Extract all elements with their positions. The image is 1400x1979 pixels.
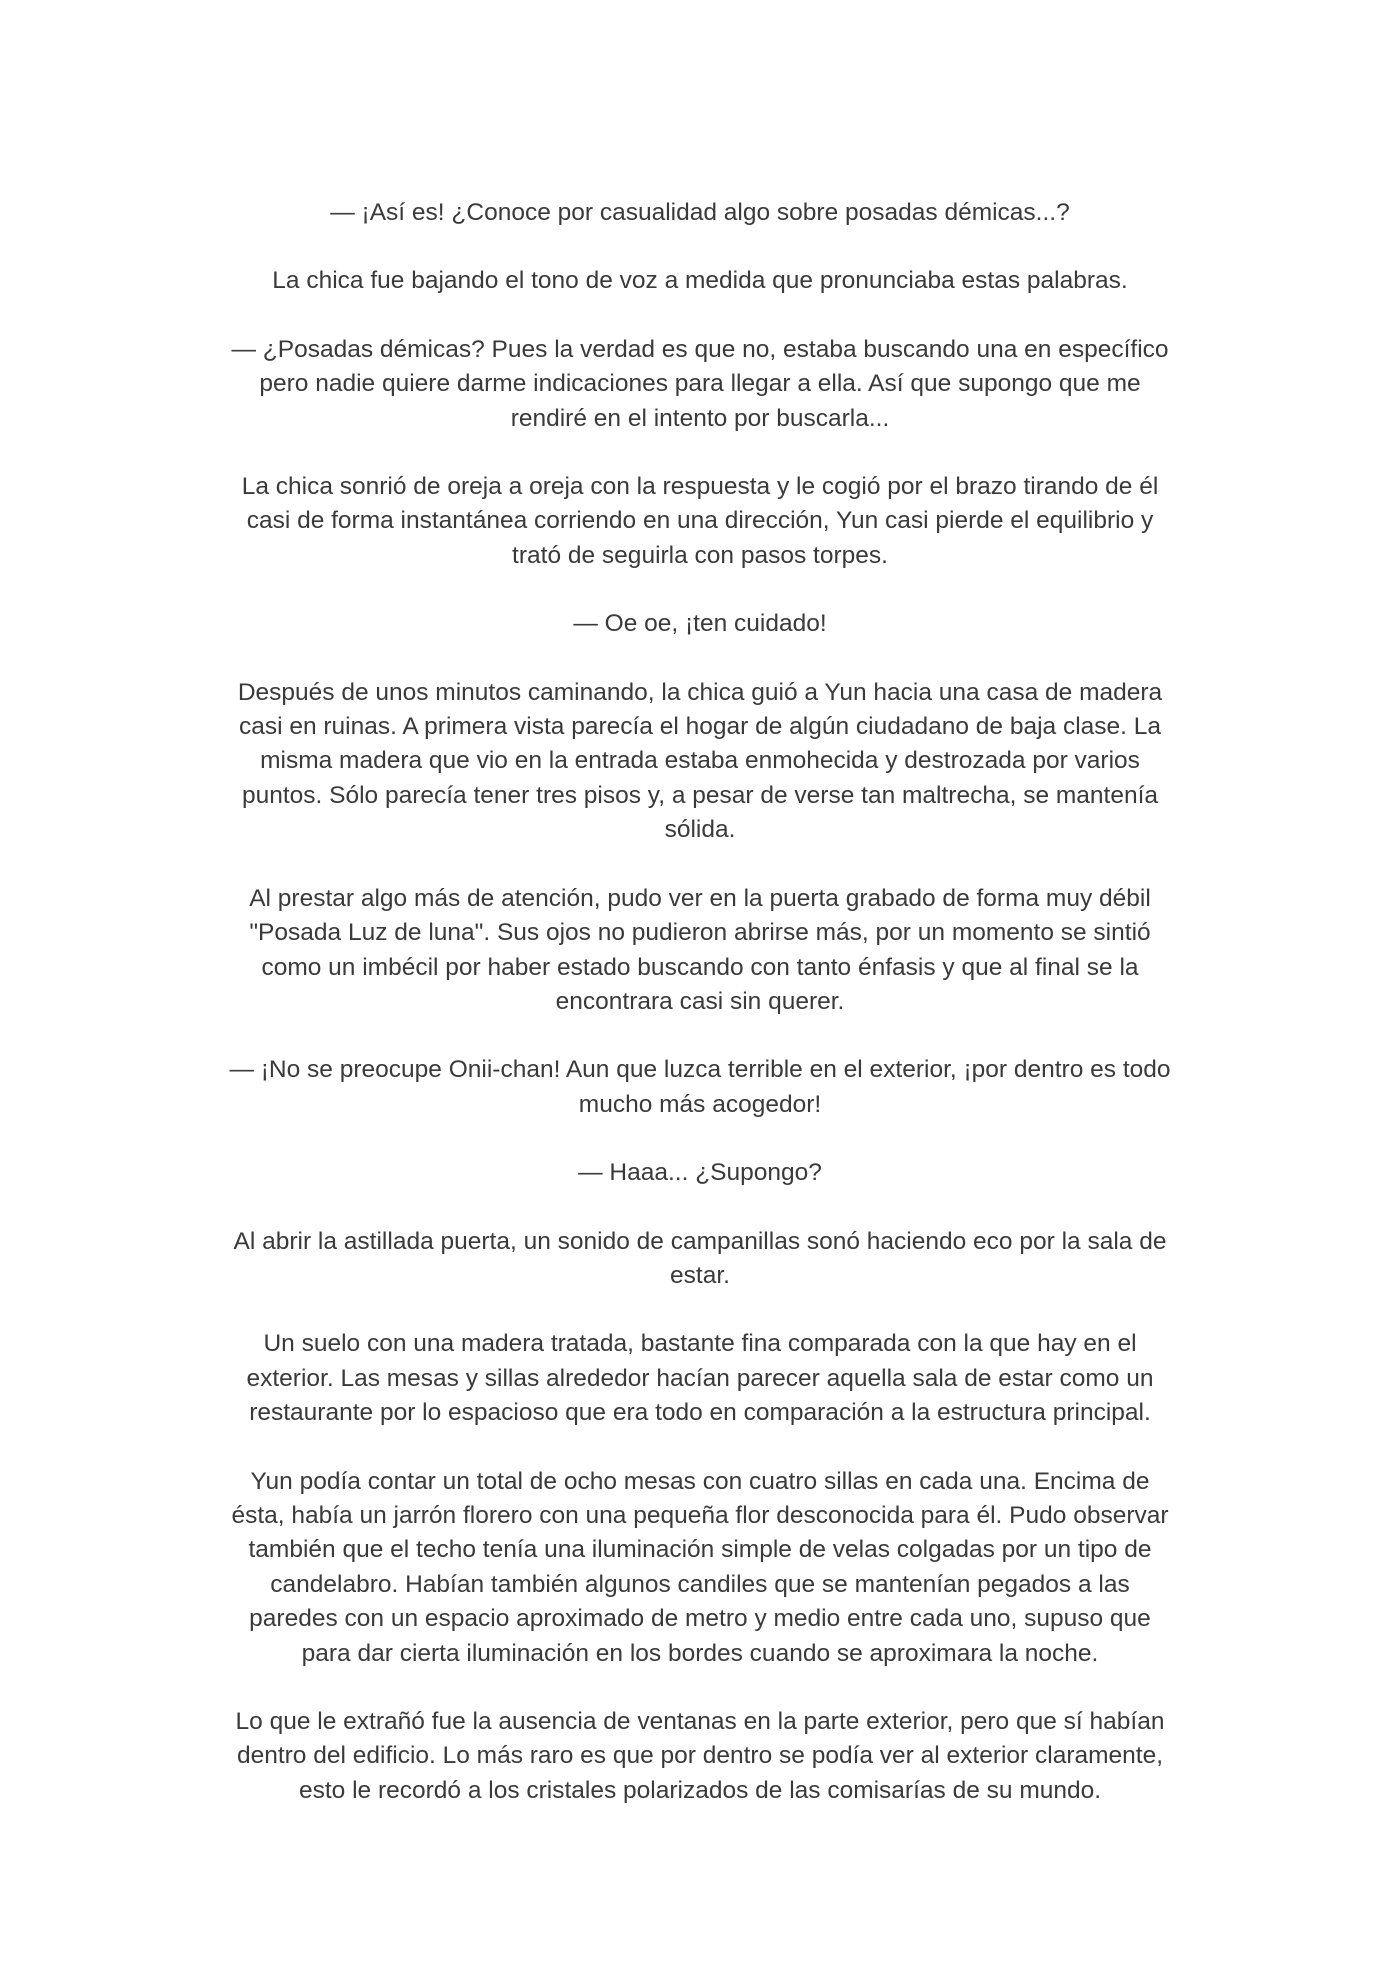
paragraph-narration-2: La chica sonrió de oreja a oreja con la respuesta y le cogió por el brazo tirando de él casi de forma instantánea corriendo en una dirección, Yun casi pierde el equilibrio y trató de seguirla con pasos torpes.: [241, 473, 1159, 569]
paragraph-dialogue-3: — Oe oe, ¡ten cuidado!: [573, 610, 827, 638]
paragraph-narration-8: Lo que le extrañó fue la ausencia de ventanas en la parte exterior, pero que sí habían dentro del edificio. Lo más raro es que por dentro se podía ver al exterior claramente, esto le recordó a los cristales polarizados de las comisarías de su mundo.: [235, 1708, 1165, 1804]
paragraph-narration-5: Al abrir la astillada puerta, un sonido de campanillas sonó haciendo eco por la sala de estar.: [233, 1227, 1167, 1289]
paragraph-dialogue-4: — ¡No se preocupe Onii-chan! Aun que luzca terrible en el exterior, ¡por dentro es todo mucho más acogedor!: [229, 1056, 1171, 1118]
body-text: [195, 196, 1205, 1842]
paragraph-narration-7: Yun podía contar un total de ocho mesas con cuatro sillas en cada una. Encima de ésta, había un jarrón florero con una pequeña flor desconocida para él. Pudo observar también que el techo tenía una iluminación simple de velas colgadas por un tipo de candelabro. Habían también algunos candiles que se mantenían pegados a las paredes con un espacio aproximado de metro y medio entre cada uno, supuso que para dar cierta iluminación en los bordes cuando se aproximara la noche.: [231, 1467, 1169, 1667]
paragraph-narration-3: Después de unos minutos caminando, la chica guió a Yun hacia una casa de madera casi en ruinas. A primera vista parecía el hogar de algún ciudadano de baja clase. La misma madera que vio en la entrada estaba enmohecida y destrozada por varios puntos. Sólo parecía tener tres pisos y, a pesar de verse tan maltrecha, se mantenía sólida.: [237, 678, 1163, 844]
paragraph-narration-4: Al prestar algo más de atención, pudo ver en la puerta grabado de forma muy débil "Posada Luz de luna". Sus ojos no pudieron abrirse más, por un momento se sintió como un imbécil por haber estado buscando con tanto énfasis y que al final se la encontrara casi sin querer.: [249, 884, 1151, 1015]
paragraph-narration-1: La chica fue bajando el tono de voz a medida que pronunciaba estas palabras.: [272, 267, 1128, 295]
paragraph-narration-6: Un suelo con una madera tratada, bastante fina comparada con la que hay en el exterior. Las mesas y sillas alrededor hacían parecer aquella sala de estar como un restaurante por lo espacioso que era todo en comparación a la estructura principal.: [246, 1330, 1154, 1427]
paragraph-dialogue-1: — ¡Así es! ¿Conoce por casualidad algo sobre posadas démicas...?: [330, 199, 1070, 226]
paragraph-dialogue-2: — ¿Posadas démicas? Pues la verdad es que no, estaba buscando una en específico pero nadie quiere darme indicaciones para llegar a ella. Así que supongo que me rendiré en el intento por buscarla...: [231, 335, 1169, 432]
paragraph-dialogue-5: — Haaa... ¿Supongo?: [578, 1159, 822, 1187]
